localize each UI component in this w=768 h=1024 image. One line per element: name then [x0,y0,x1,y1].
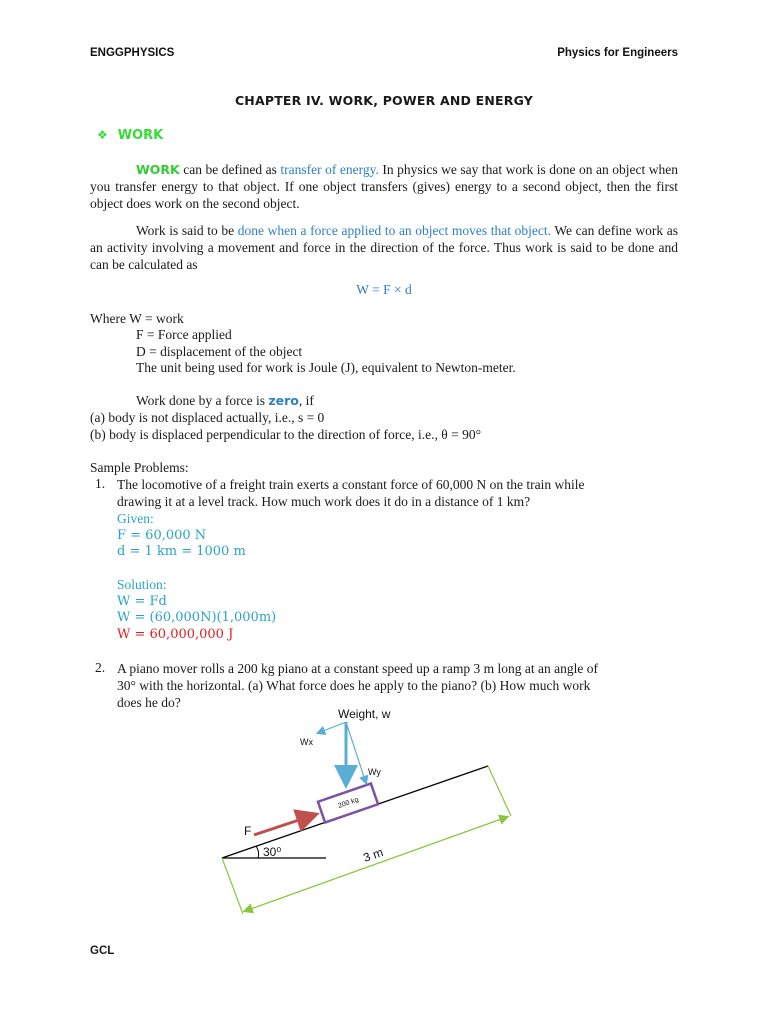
problem-1-given-2: d = 1 km = 1000 m [117,544,246,559]
force-label: F [244,824,252,838]
problem-1-solution-2: W = (60,000N)(1,000m) [117,610,277,625]
section-title: WORK [117,128,164,143]
dimension-tick-right [488,766,511,816]
problem-1-line-2: drawing it at a level track. How much work does it do in a distance of 1 km? [117,494,531,509]
wx-arrow [318,722,346,733]
highlight-transfer-energy: transfer of energy. [280,162,379,177]
problem-1-given-1: F = 60,000 N [117,528,207,543]
wy-arrow [346,722,366,783]
problem-1-number: 1. [95,476,106,491]
where-line-1: Where W = work [90,311,184,326]
diamond-bullet-icon: ❖ [97,128,108,142]
chapter-title: CHAPTER IV. WORK, POWER AND ENERGY [234,93,534,108]
length-dimension-arrow [245,817,507,911]
box-label: 200 kg [337,796,360,810]
text-span: We can define work as an activity involving a movement and force in the direction of the force. Thus work is said to be done and can be calculated as [90,223,678,272]
problem-1-solution-1: W = Fd [117,594,167,609]
problem-2-line-3: does he do? [117,695,181,710]
weight-label: Weight, w [338,707,391,721]
work-lead: WORK [136,162,180,177]
angle-arc [256,846,259,858]
problem-1-line-1: The locomotive of a freight train exerts a constant force of 60,000 N on the train while [117,477,585,492]
text-span: Work is said to be [136,223,238,238]
wx-label: Wx [300,737,313,747]
dimension-tick-left [222,858,243,914]
zero-case-b: (b) body is displaced perpendicular to the direction of force, i.e., θ = 90° [90,427,481,442]
problem-2-line-1: A piano mover rolls a 200 kg piano at a constant speed up a ramp 3 m long at an angle of [117,661,599,676]
problem-1-given-label: Given: [117,511,154,526]
text-span: can be defined as [179,162,281,177]
where-line-4: The unit being used for work is Joule (J), equivalent to Newton-meter. [136,360,516,375]
force-arrow [254,815,314,835]
problem-2-line-2: 30° with the horizontal. (a) What force does he apply to the piano? (b) How much work [117,678,591,693]
header-left: ENGGPHYSICS [90,47,175,59]
problem-1-solution-label: Solution: [117,577,167,592]
work-formula: W = F × d [356,282,412,297]
zero-case-a: (a) body is not displaced actually, i.e., s = 0 [90,410,325,425]
text-span: , if [298,393,314,408]
footer-label: GCL [90,945,115,957]
sample-problems-heading: Sample Problems: [90,460,189,475]
wy-label: Wy [368,767,381,777]
length-label: 3 m [361,845,385,865]
text-span: Work done by a force is [136,393,269,408]
where-line-2: F = Force applied [136,327,232,342]
problem-2-number: 2. [95,660,106,675]
zero-highlight: zero [268,393,299,408]
where-line-3: D = displacement of the object [136,344,303,359]
highlight-force-moves: done when a force applied to an object moves that object. [237,223,552,238]
header-right: Physics for Engineers [557,47,678,59]
problem-1-answer: W = 60,000,000 J [117,627,234,642]
text-span: In physics we say that work is done on an object when you transfer energy to that object. If one object transfers (gives) energy to a second object, then the first object does work on the second object. [90,162,679,211]
angle-label: 30⁰ [263,845,282,859]
